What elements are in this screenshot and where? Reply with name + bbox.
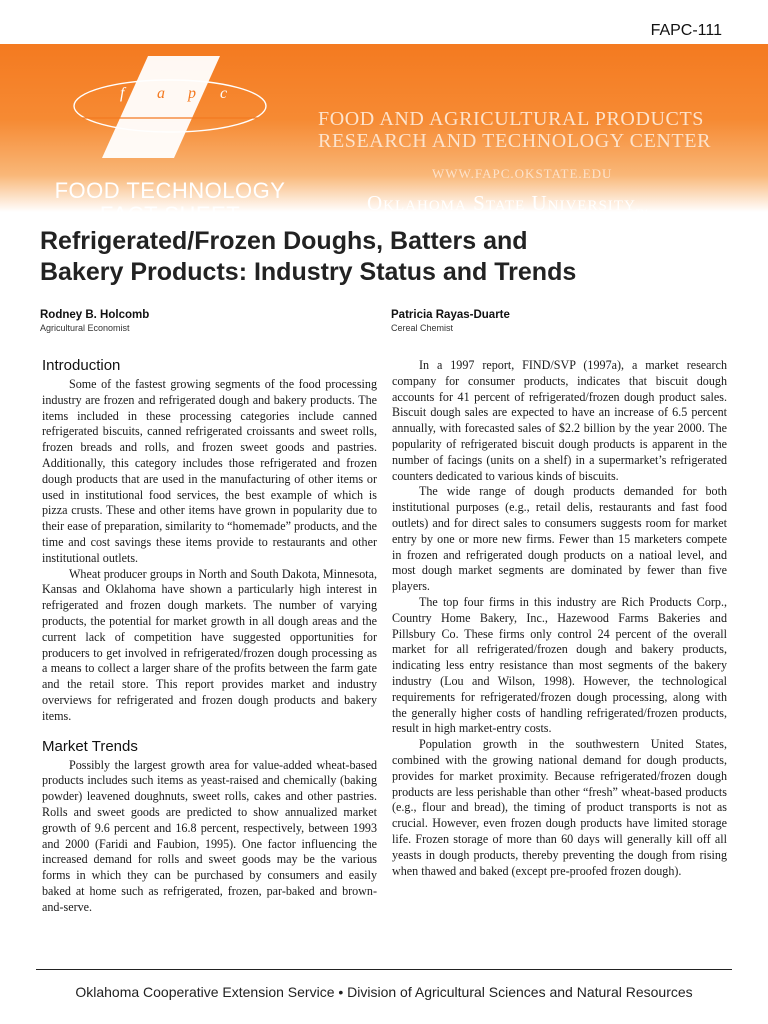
series-name xyxy=(40,179,300,227)
footer-divider xyxy=(36,969,732,970)
right-column xyxy=(392,358,727,879)
author-2-name: Patricia Rayas-Duarte xyxy=(391,309,510,321)
right-paragraph-2: The wide range of dough products demanded for both institutional purposes (e.g., retail delis, restaurants and fast food outlets) and for direct sales to consumers suggests room for market entry by one or more new firms. Fewer than 15 marketers compete in frozen and refrigerated dough products on a natioal level, and most dough market segments are dominated by fewer than five players. xyxy=(392,484,727,594)
logo-parallelogram xyxy=(102,56,220,158)
center-line-2: RESEARCH AND TECHNOLOGY CENTER xyxy=(318,130,712,152)
university-name xyxy=(367,191,648,217)
title-line-2: Bakery Products: Industry Status and Trends xyxy=(40,258,577,286)
right-paragraph-3: The top four firms in this industry are Rich Products Corp., Country Home Bakery, Inc., Hazewood Farms Bakeries and Pillsbury Co. These firms only control 24 percent of the overall market for all refrigerated/frozen dough and bakery products, indicating less entry resistance than most segments of the bakery industry (Lou and Wilson, 1998). However, the technological requirements for refrigerated/frozen dough processing, along with the generally higher costs of handling refrigerated/frozen products, result in high market-entry costs. xyxy=(392,594,727,736)
footer: Oklahoma Cooperative Extension Service • Division of Agricultural Sciences and Natural Resources xyxy=(75,984,693,1000)
left-column xyxy=(42,356,377,916)
right-paragraph-1: In a 1997 report, FIND/SVP (1997a), a market research company for consumer products, indicates that biscuit dough accounts for 41 percent of refrigerated/frozen dough product sales. Biscuit dough sales are expected to have an increase of 6.5 percent annually, with forecasted sales of $2.2 billion by the year 2000. The popularity of refrigerated biscuit dough products is apparent in the number of facings (units on a shelf) in a supermarket’s refrigerated counters dedicated to various kinds of biscuits. xyxy=(392,358,727,483)
author-2-role: Cereal Chemist xyxy=(391,323,454,333)
trends-paragraph-1: Possibly the largest growth area for value-added wheat-based products includes such items as yeast-raised and chemically (baking powder) leavened doughnuts, sweet rolls, cakes and other pastries. Rolls and sweet goods are predicted to show annualized market growth of 9.6 percent and 16.8 percent, respectively, between 1993 and 2000 (Faridi and Faubion, 1995). One factor influencing the increased demand for rolls and sweet goods may be the various forms in which they can be purchased by consumers and easily baked at home such as refrigerated, frozen, par-baked and brown-and-serve. xyxy=(42,757,377,914)
document-code: FAPC-111 xyxy=(650,22,722,39)
series-line-1: FOOD TECHNOLOGY xyxy=(54,178,286,203)
intro-paragraph-1: Some of the fastest growing segments of the food processing industry are frozen and refrigerated dough and bakery products. The items included in these processing categories include canned refrigerated biscuits, canned refrigerated croissants and sweet rolls, frozen breads and rolls, and frozen sweet goods and pastries. Additionally, this category includes those refrigerated and frozen dough products that are used in the manufacturing of other items or used in institutional food services, the best example of which is pizza crusts. These and other items have grown in popularity due to their ease of preparation, similarity to “homemade” products, and the time and cost savings these items provide to restaurants and other institutional outlets. xyxy=(42,377,377,565)
right-paragraph-4: Population growth in the southwestern United States, combined with the growing national demand for dough products, provides for market proximity. Because refrigerated/frozen dough products are less perishable than other “fresh” wheat-based products (e.g., flour and bread), the timing of product transports is not as crucial. However, even frozen dough products have limited storage life. Frozen storage of more than 60 days will generally kill off all yeasts in dough products, thereby preventing the dough from rising when thawed and baked (except pre-proofed frozen dough). xyxy=(392,737,727,878)
trends-heading: Market Trends xyxy=(42,737,138,755)
center-name xyxy=(318,108,738,152)
author-1-name: Rodney B. Holcomb xyxy=(40,309,150,321)
page-title xyxy=(40,226,740,288)
series-line-2: FACT SHEET xyxy=(99,202,241,227)
intro-paragraph-2: Wheat producer groups in North and South Dakota, Minnesota, Kansas and Oklahoma have shown a particularly high interest in refrigerated and frozen dough markets. The number of varying products, the potential for market growth in all dough areas and the current lack of competition have suggested opportunities for producers to get involved in refrigerated/frozen dough processing as a means to collect a larger share of the profits between the farm gate and the retail store. This report provides market and industry overviews for refrigerated and frozen dough products and bakery items. xyxy=(42,566,377,723)
university-text: Oklahoma State University xyxy=(367,191,636,215)
author-2 xyxy=(391,309,510,333)
intro-heading: Introduction xyxy=(42,357,121,374)
logo-letter-c: c xyxy=(220,85,228,102)
title-line-1: Refrigerated/Frozen Doughs, Batters and xyxy=(40,227,528,255)
logo-letter-a: a xyxy=(157,85,165,102)
fapc-logo xyxy=(70,48,270,168)
center-line-1: FOOD AND AGRICULTURAL PRODUCTS xyxy=(318,108,705,130)
logo-letter-f: f xyxy=(120,85,125,102)
author-1 xyxy=(40,309,149,333)
center-url: WWW.FAPC.OKSTATE.EDU xyxy=(432,166,613,181)
header-banner xyxy=(0,44,768,227)
logo-letter-p: p xyxy=(188,85,196,102)
trademark: TM xyxy=(635,208,648,218)
author-1-role: Agricultural Economist xyxy=(40,323,130,333)
